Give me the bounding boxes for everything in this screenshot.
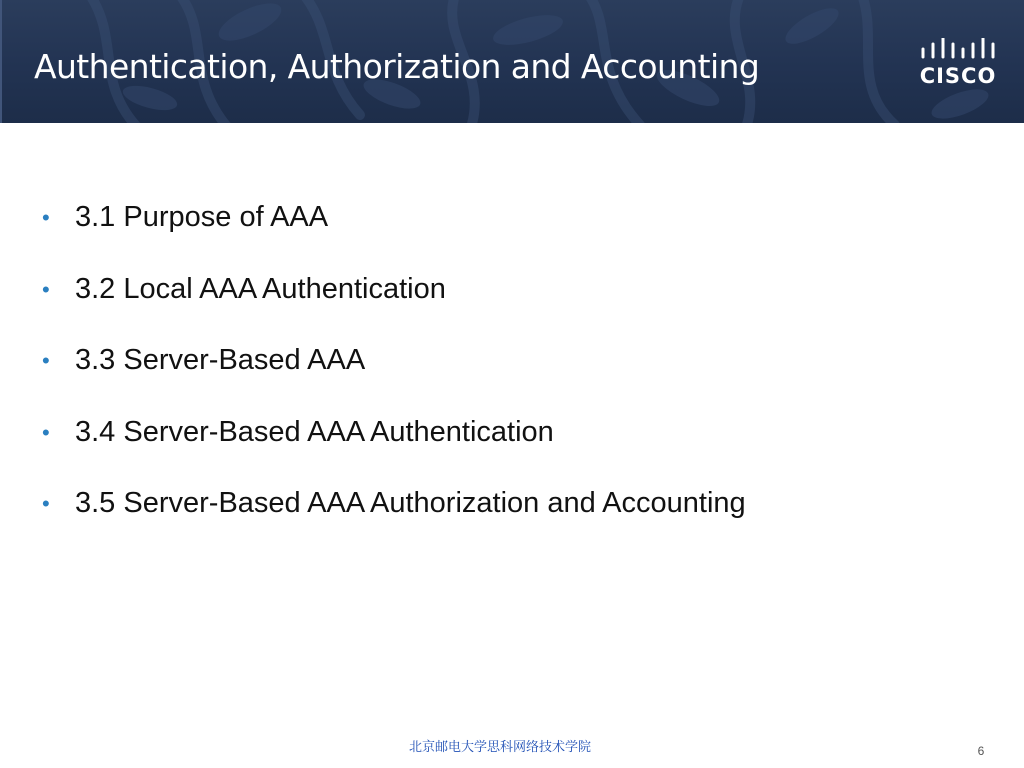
cisco-logo bbox=[908, 38, 1008, 90]
bullet-text: 3.3 Server-Based AAA bbox=[75, 344, 366, 376]
page-number: 6 bbox=[977, 744, 985, 758]
bullet-marker: • bbox=[42, 276, 50, 302]
bullet-text: 3.2 Local AAA Authentication bbox=[75, 272, 446, 305]
cisco-logo-wordmark: CISCO bbox=[919, 64, 997, 88]
header-edge bbox=[0, 0, 2, 123]
bullet-item bbox=[42, 195, 982, 267]
cisco-logo-icon bbox=[918, 38, 998, 64]
slide-title: Authentication, Authorization and Accounting bbox=[34, 47, 760, 86]
footer-institution: 北京邮电大学思科网络技术学院 bbox=[408, 740, 591, 755]
bullet-text: 3.5 Server-Based AAA Authorization and Accounting bbox=[75, 487, 746, 519]
bullet-text: 3.4 Server-Based AAA Authentication bbox=[75, 415, 554, 448]
bullet-item bbox=[42, 267, 982, 339]
bullet-text: 3.1 Purpose of AAA bbox=[75, 201, 329, 233]
bullet-item bbox=[42, 338, 982, 410]
slide-header bbox=[0, 0, 1024, 123]
bullet-item bbox=[42, 410, 982, 482]
bullet-marker: • bbox=[42, 491, 50, 516]
bullet-marker: • bbox=[42, 205, 50, 230]
bullet-list bbox=[42, 195, 982, 553]
bullet-marker: • bbox=[42, 419, 50, 445]
bullet-marker: • bbox=[42, 348, 50, 373]
bullet-item bbox=[42, 481, 982, 553]
